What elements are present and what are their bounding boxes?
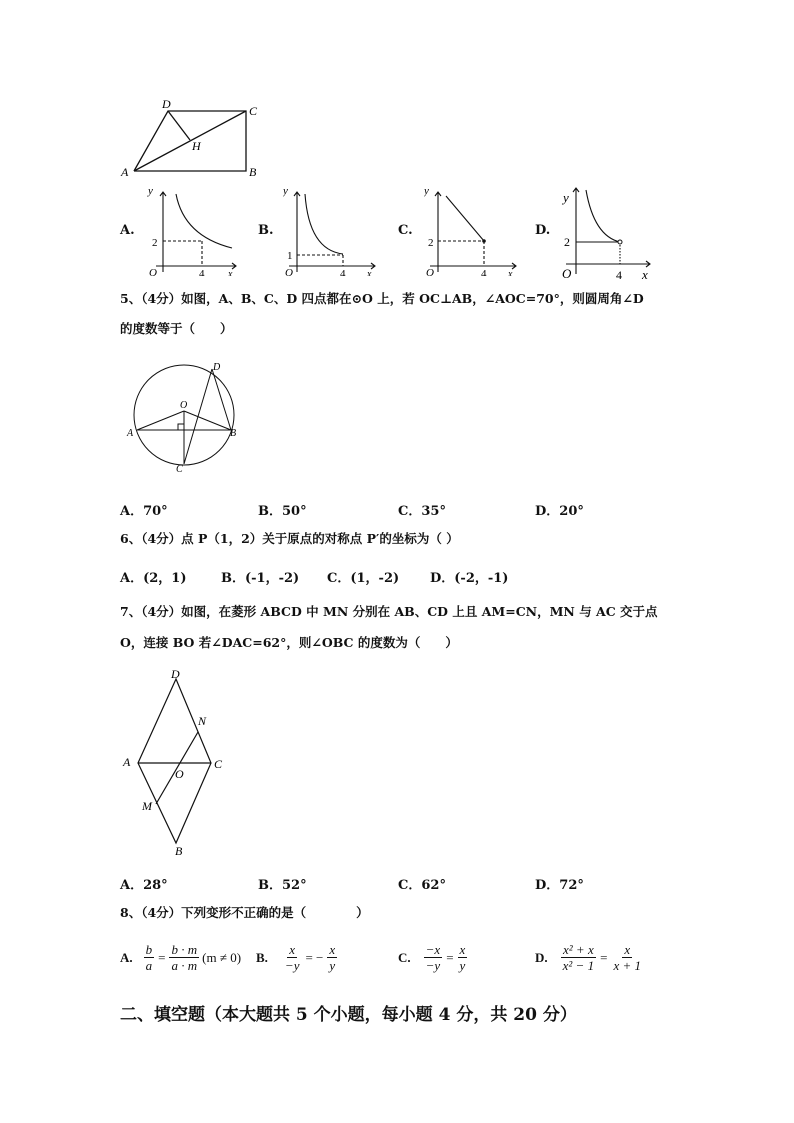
q4-option-b-letter: B. [258,223,274,238]
label-c: C [249,104,258,118]
q4-graph-d [556,184,656,280]
svg-text:x: x [508,269,513,276]
q8-stem: 8、（4分）下列变形不正确的是（ ） [120,905,369,920]
svg-text:D: D [213,362,221,373]
q5-stem-line1: 5、（4分）如图，A、B、C、D 四点都在⊙O 上，若 OC⊥AB，∠AOC=70°，则圆周角∠D [120,291,644,306]
q7-option-d: D．72° [535,878,584,893]
svg-text:y: y [424,185,429,197]
svg-text:4: 4 [481,268,487,276]
q4-graph-b [283,184,383,276]
q4-option-c-letter: C. [398,223,413,238]
svg-text:4: 4 [199,268,205,276]
q7-option-b: B．52° [258,878,307,893]
svg-text:O: O [285,267,293,276]
q8-option-b: B. $\frac{x}{-y}$ = − $\frac{x}{y}$ [256,942,336,973]
section-2-heading: 二、填空题（本大题共 5 个小题，每小题 4 分，共 20 分） [120,1005,577,1025]
q6-option-a: A．(2，1) [120,571,187,586]
svg-text:O: O [175,767,184,781]
q7-rhombus-figure [118,665,233,860]
svg-text:O: O [180,400,188,411]
svg-text:N: N [198,714,207,728]
svg-text:O: O [562,266,572,280]
segment-dh [168,111,190,140]
svg-text:A: A [123,755,131,769]
svg-text:D: D [171,667,180,681]
svg-text:C: C [214,757,223,771]
q4-option-a-letter: A. [120,223,135,238]
svg-text:x: x [228,269,233,276]
label-b: B [249,165,257,179]
q8-option-c: C. $\frac{-x}{-y}$ = $\frac{x}{y}$ [398,942,466,973]
svg-text:y: y [283,185,288,197]
rectangle-figure [118,95,268,180]
q4-graph-c [424,184,524,276]
label-d: D [162,97,171,111]
svg-text:B: B [230,428,237,439]
svg-text:O: O [149,267,157,276]
svg-text:4: 4 [340,268,346,276]
svg-text:O: O [426,267,434,276]
svg-text:M: M [142,799,152,813]
q6-option-b: B．(-1，-2) [221,571,300,586]
q7-stem-line2: O，连接 BO 若∠DAC=62°，则∠OBC 的度数为（ ） [120,635,458,650]
q5-option-d: D．20° [535,504,584,519]
svg-text:x: x [642,267,648,280]
label-h: H [192,139,201,153]
q8-option-a: A. $\frac{b}{a}$ = $\frac{b \cdot m}{a \cdot m}$ (m ≠ 0) [120,942,242,973]
svg-text:2: 2 [152,237,158,249]
q6-option-c: C．(1，-2) [327,571,400,586]
q7-option-a: A．28° [120,878,168,893]
q5-circle-figure [122,358,252,476]
q8-option-d: D. $\frac{\text{x² + x}}{\text{x² − 1}}$ = $\frac{x}{x + 1}$ [535,942,641,973]
svg-text:2: 2 [564,235,570,249]
svg-text:2: 2 [428,237,434,249]
q5-option-b: B．50° [258,504,307,519]
svg-text:x: x [367,269,372,276]
label-a: A [121,165,129,179]
svg-text:1: 1 [287,250,293,262]
svg-text:y: y [563,190,569,205]
q7-stem-line1: 7、（4分）如图，在菱形 ABCD 中 MN 分别在 AB、CD 上且 AM=CN，MN 与 AC 交于点 [120,604,658,619]
svg-text:A: A [127,428,134,439]
svg-text:C: C [176,464,183,475]
q4-option-d-letter: D. [535,223,551,238]
svg-text:B: B [175,844,183,858]
q6-option-d: D．(-2，-1) [430,571,509,586]
q6-stem: 6、（4分）点 P（1，2）关于原点的对称点 P′的坐标为（ ） [120,531,459,546]
q5-stem-line2: 的度数等于（ ） [120,321,233,336]
q5-option-a: A．70° [120,504,168,519]
q5-option-c: C．35° [398,504,446,519]
q7-option-c: C．62° [398,878,446,893]
q4-graph-a [144,184,244,276]
svg-text:y: y [148,185,153,197]
svg-text:4: 4 [616,268,622,280]
